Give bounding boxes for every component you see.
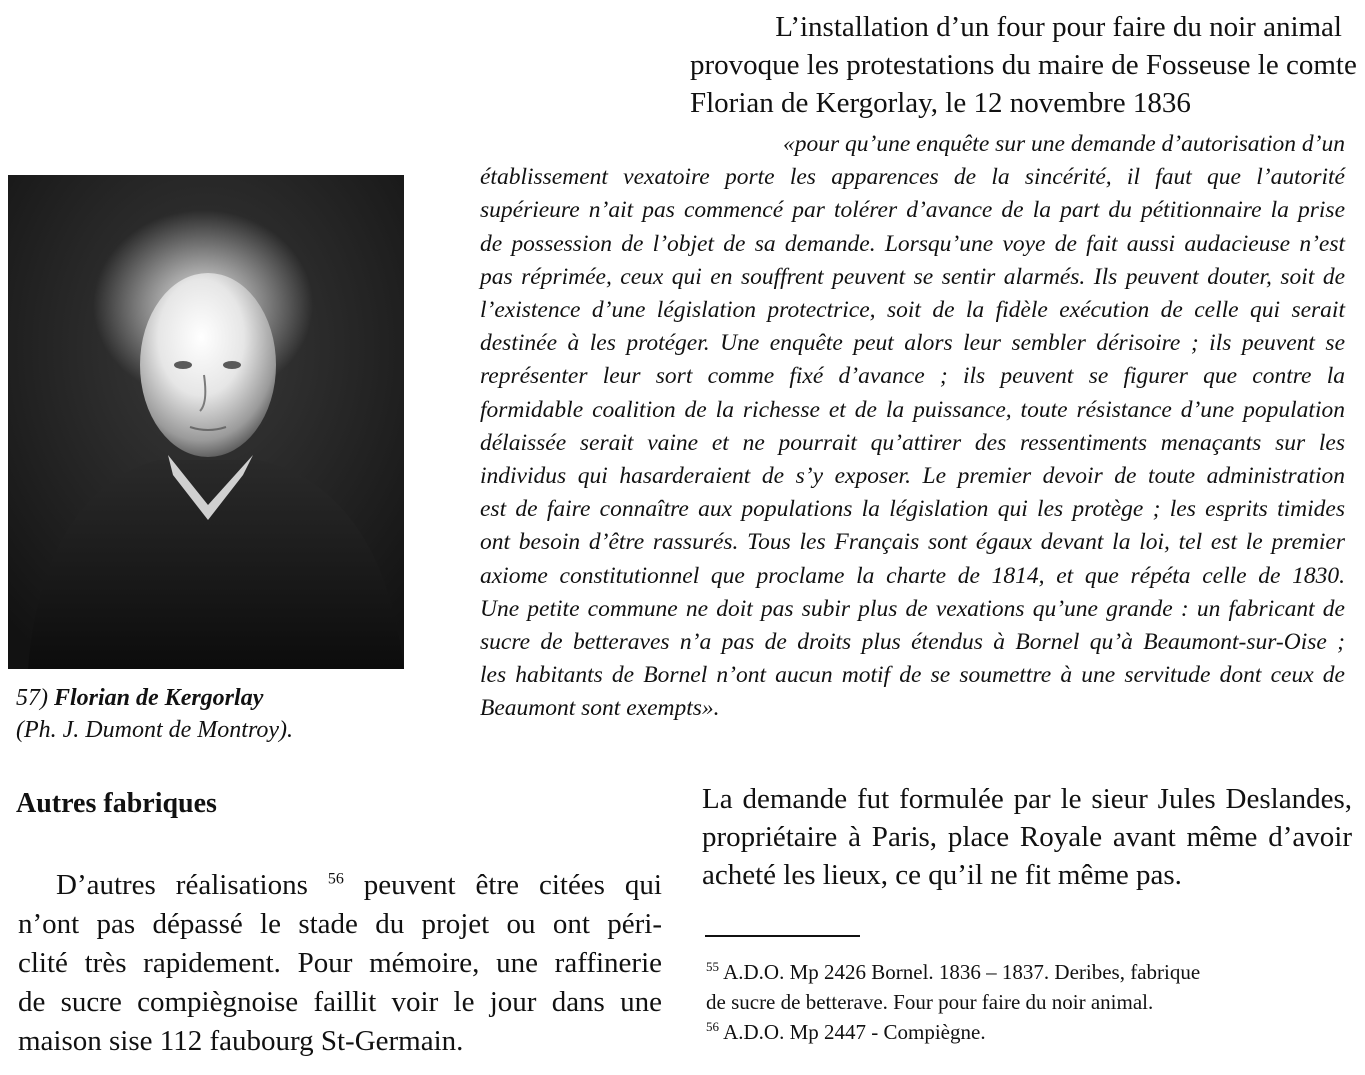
portrait-illustration	[8, 175, 404, 669]
quote-line: sucre de betteraves n’a pas de droits plus étendus à Bornel qu’à Beaumont-sur-Oise ;	[480, 629, 1345, 656]
quote-block	[480, 128, 1345, 726]
caption-number: 57)	[16, 685, 48, 711]
quote-line: Une petite commune ne doit pas subir plus de vexations qu’une grande : un fabricant de	[480, 595, 1345, 622]
intro-line: L’installation d’un four pour faire du noir animal	[775, 11, 1342, 43]
intro-line: provoque les protestations du maire de Fosseuse le comte	[690, 49, 1357, 81]
footnote-ref: 56	[327, 870, 344, 888]
body-line: clité très rapidement. Pour mémoire, une raffinerie	[18, 947, 662, 979]
body-line: acheté les lieux, ce qu’il ne fit même pas.	[702, 859, 1182, 891]
footnote-text: A.D.O. Mp 2447 - Compiègne.	[719, 1020, 986, 1044]
footnote-56	[706, 1017, 1354, 1047]
portrait-photo	[8, 175, 404, 669]
body-line: maison sise 112 faubourg St-Germain.	[18, 1025, 464, 1057]
quote-line: les habitants de Bornel n’ont aucun motif de se soumettre à une servitude dont ceux de	[480, 662, 1345, 689]
quote-line: formidable coalition de la richesse et de la puissance, toute résistance d’une population	[480, 396, 1345, 423]
caption-name: Florian de Kergorlay	[54, 685, 264, 711]
footnote-number: 55	[706, 959, 719, 974]
quote-line: supérieure n’ait pas commencé par tolérer d’avance de la part du pétitionnaire la prise	[480, 197, 1345, 224]
quote-line: «pour qu’une enquête sur une demande d’autorisation d’un	[783, 131, 1345, 157]
body-line	[18, 866, 662, 905]
quote-line: l’existence d’une législation protectrice, soit de la fidèle exécution de celle qui serait	[480, 297, 1345, 324]
footnote-number: 56	[706, 1019, 719, 1034]
footnote-55	[706, 957, 1354, 987]
quote-line: ont besoin d’être rassurés. Tous les Français sont égaux devant la loi, tel est le premier	[480, 529, 1345, 556]
footnote-divider	[705, 935, 860, 937]
body-left-paragraph	[18, 866, 662, 1061]
quote-line: Beaumont sont exempts».	[480, 695, 720, 722]
quote-line: pas réprimée, ceux qui en souffrent peuvent se sentir alarmés. Ils peuvent douter, soit de	[480, 263, 1345, 290]
body-text: peuvent être citées qui	[343, 869, 662, 901]
body-line: La demande fut formulée par le sieur Jules Deslandes,	[702, 783, 1352, 815]
footnote-text: A.D.O. Mp 2426 Bornel. 1836 – 1837. Deribes, fabrique	[719, 960, 1201, 984]
body-line: n’ont pas dépassé le stade du projet ou ont péri-	[18, 908, 662, 940]
quote-line: est de faire connaître aux populations la législation qui les protège ; les esprits timides	[480, 496, 1345, 523]
intro-line: Florian de Kergorlay, le 12 novembre 1836	[690, 87, 1191, 119]
quote-line: représenter leur sort comme fixé d’avance ; ils peuvent se figurer que contre la	[480, 363, 1345, 390]
quote-line: individus qui hasarderaient de s’y exposer. Le premier devoir de toute administration	[480, 463, 1345, 490]
body-text: D’autres réalisations	[56, 869, 328, 901]
quote-line: destinée à les protéger. Une enquête peut alors leur sembler dérisoire ; ils peuvent se	[480, 330, 1345, 357]
portrait-caption	[16, 682, 293, 746]
caption-title	[16, 682, 293, 714]
quote-line: délaissée serait vaine et ne pourrait qu’attirer des ressentiments menaçants sur les	[480, 429, 1345, 456]
caption-credit: (Ph. J. Dumont de Montroy).	[16, 717, 294, 743]
body-line: propriétaire à Paris, place Royale avant même d’avoir	[702, 821, 1352, 853]
intro-paragraph	[690, 8, 1357, 122]
footnote-55-cont: de sucre de betterave. Four pour faire du noir animal.	[706, 990, 1154, 1014]
body-line: de sucre compiègnoise faillit voir le jour dans une	[18, 986, 662, 1018]
quote-line: établissement vexatoire porte les apparences de la sincérité, il faut que l’autorité	[480, 164, 1345, 191]
quote-line: de possession de l’objet de sa demande. Lorsqu’une voye de fait aussi audacieuse n’est	[480, 230, 1345, 257]
quote-line: axiome constitutionnel que proclame la charte de 1814, et que répéta celle de 1830.	[480, 562, 1345, 589]
body-right-paragraph	[702, 780, 1352, 894]
footnotes	[706, 957, 1354, 1047]
section-title: Autres fabriques	[16, 788, 217, 819]
